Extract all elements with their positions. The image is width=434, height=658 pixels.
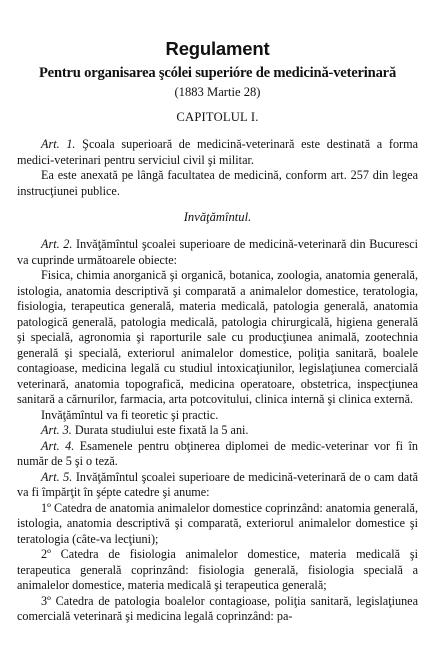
article-5-item-3: 3º Catedra de patologia boalelor contagioase, poliţia sanitară, legislaţiunea comercială veterinară şi medicina legală coprinzând: pa- (17, 593, 418, 623)
article-2-label: Art. 2. (41, 237, 73, 251)
article-5-item-1: 1º Catedra de anatomia animalelor domestice coprinzând: anatomia generală, istologia, anatomia descriptivă şi comparată, exteriorul animalelor domestice şi teratologia (câte-va lecţiuni); (17, 500, 418, 546)
article-2-note: Invăţămîntul va fi teoretic şi practic. (41, 407, 219, 422)
article-1-text: Şcoala superioară de medicină-veterinară este destinată a forma medici-veterinari pentru serviciul civil şi militar. (17, 137, 419, 167)
chapter-heading: CAPITOLUL I. (176, 110, 259, 124)
article-4 (17, 439, 418, 470)
article-1-label: Art. 1. (41, 137, 76, 151)
article-1 (17, 137, 418, 168)
article-2 (17, 237, 418, 268)
document-title: Regulament (165, 38, 270, 59)
article-2-text: Invăţămîntul şcoalei superioare de medicină-veterinară din Bucuresci va cuprinde următoarele obiecte: (17, 237, 418, 267)
article-5 (17, 470, 418, 501)
article-3 (17, 423, 418, 439)
article-5-text: Invăţămîntul şcoalei superioare de medicină-veterinară de o cam dată va fi împărţit în şépte catedre şi anume: (17, 469, 419, 499)
article-5-item-2: 2º Catedra de fisiologia animalelor domestice, materia medicală şi terapeutica generală coprinzând: fisiologia generală, fisiologia specială a animalelor domestice, materia medicală şi terapeutica generală; (17, 547, 418, 592)
document-subtitle: Pentru organisarea şcólei superióre de medicină-veterinară (38, 65, 397, 81)
article-3-label: Art. 3. (41, 423, 72, 437)
section-heading: Invăţămîntul. (183, 210, 252, 224)
document-date: (1883 Martie 28) (174, 85, 261, 99)
article-4-text: Esamenele pentru obţinerea diplomei de medic-veterinar vor fi în număr de 5 şi o teză. (17, 438, 419, 468)
article-3-text: Durata studiului este fixată la 5 ani. (74, 423, 249, 437)
article-5-label: Art. 5. (41, 469, 73, 484)
article-2-subjects: Fisica, chimia anorganică şi organică, botanica, zoologia, anatomia generală, istologia, anatomia descriptivă şi comparată a animalelor domestice, teratologia, fisiologia, terapeutica generală, materia medicală, patologia generală, anatomia patologică generală, patologia medicală, patologia chirurgicală, higiena generală şi specială, agronomia şi raporturile sale cu producţiunea animală, zootechnia generală şi specială, exteriorul animalelor domestice, poliţia sanitară, boalele contagioase, medicina legală cu studiul intoxicaţiunilor, legislaţiunea comercială veterinară, anatomia topografică, medicina operatoare, obstetrica, inspecţiunea sanitară a cărnurilor, farmacia, arta potcovitului, clinica internă şi clinica externă. (17, 268, 418, 406)
article-4-label: Art. 4. (41, 438, 75, 453)
article-1-continuation: Ea este anexată pe lângă facultatea de medicină, conform art. 257 din legea instrucţiunei publice. (17, 168, 418, 198)
